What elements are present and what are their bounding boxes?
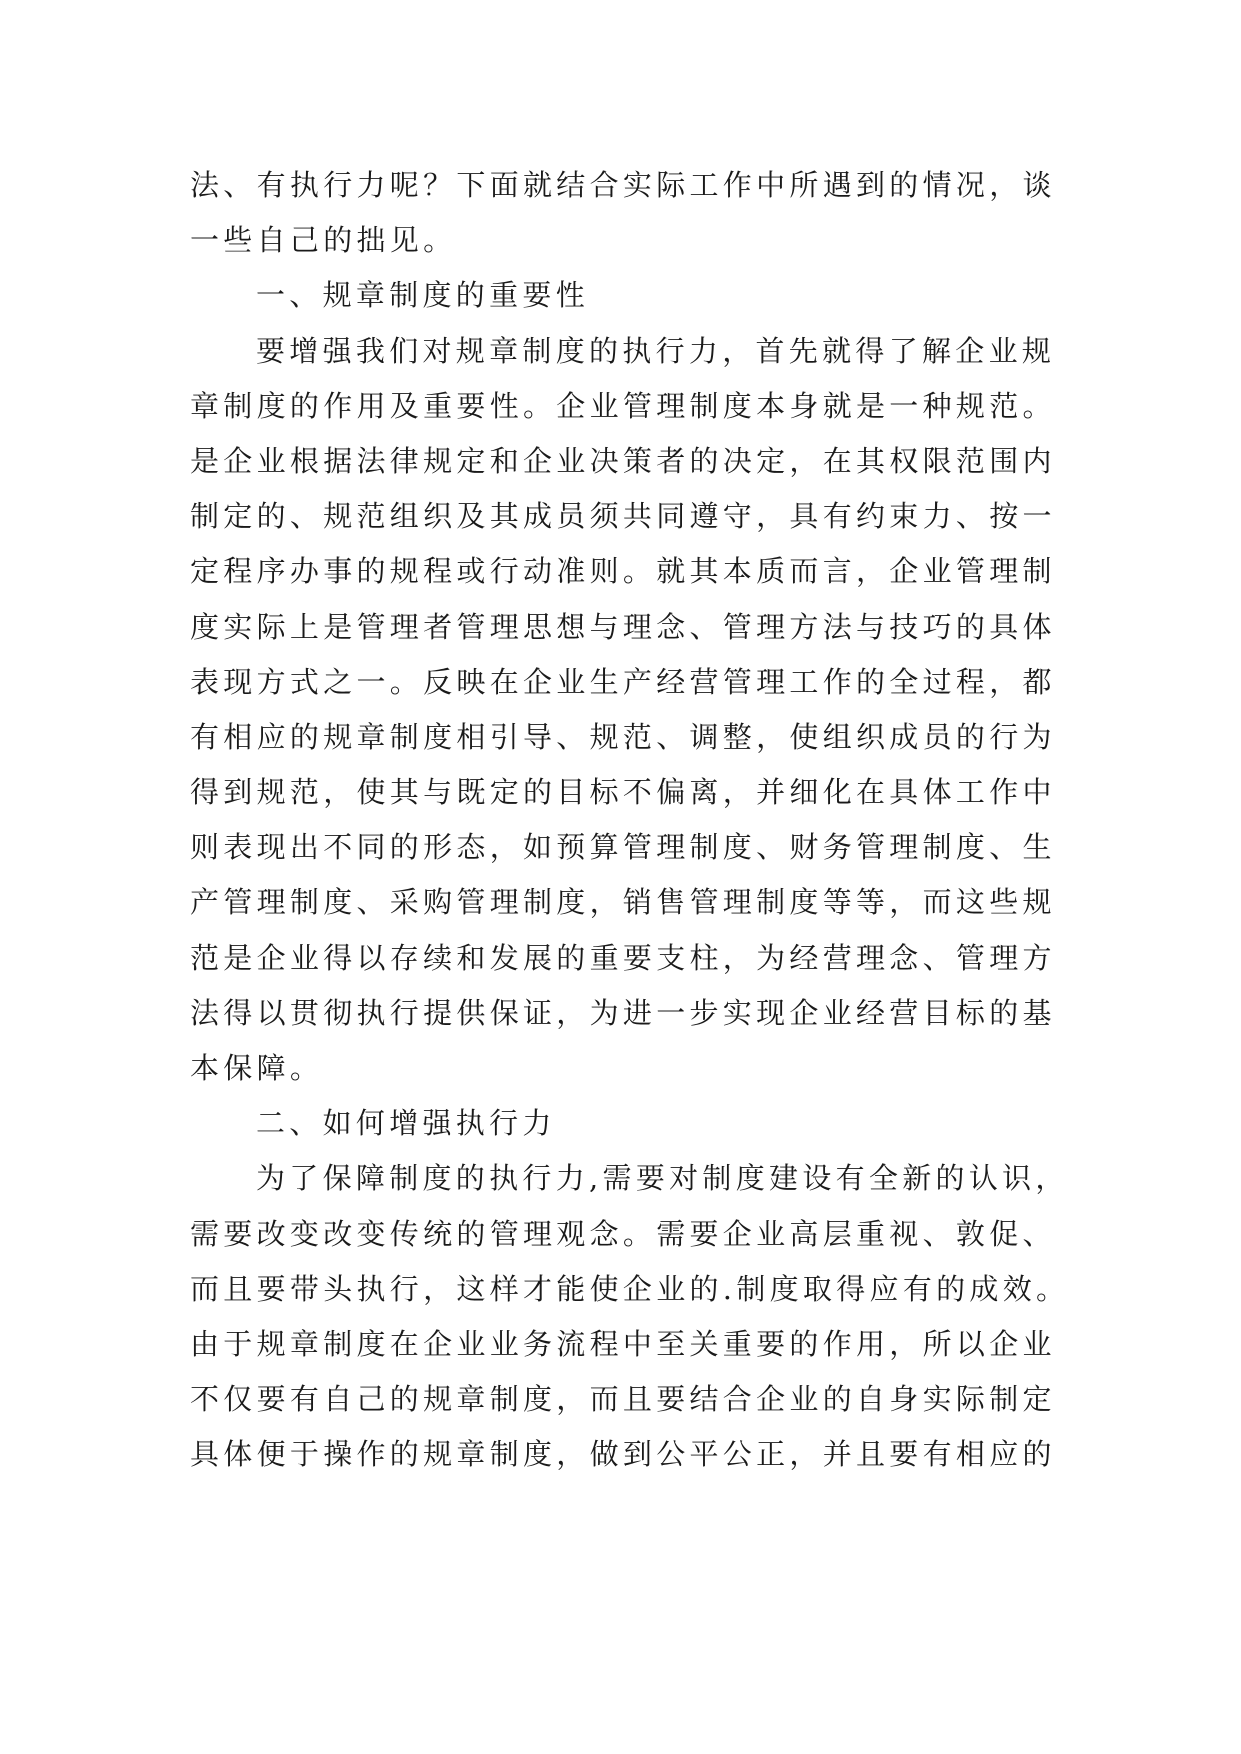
text-line: 一些自己的拙见。 [190, 223, 457, 258]
text-line: 是企业根据法律规定和企业决策者的决定，在其权限范围内 [190, 443, 1056, 478]
text-line: 有相应的规章制度相引导、规范、调整，使组织成员的行为 [190, 719, 1056, 754]
text-line: 而且要带头执行，这样才能使企业的.制度取得应有的成效。 [190, 1271, 1070, 1306]
section-heading-1: 一、规章制度的重要性 [256, 278, 590, 313]
text-line: 产管理制度、采购管理制度，销售管理制度等等，而这些规 [190, 885, 1056, 920]
text-line: 法、有执行力呢？下面就结合实际工作中所遇到的情况，谈 [190, 168, 1056, 202]
text-line: 制定的、规范组织及其成员须共同遵守，具有约束力、按一 [190, 499, 1056, 534]
text-line: 为了保障制度的执行力,需要对制度建设有全新的认识， [256, 1161, 1069, 1196]
text-line: 章制度的作用及重要性。企业管理制度本身就是一种规范。 [190, 388, 1056, 423]
text-line: 法得以贯彻执行提供保证，为进一步实现企业经营目标的基 [190, 995, 1056, 1030]
text-line: 度实际上是管理者管理思想与理念、管理方法与技巧的具体 [190, 609, 1056, 644]
document-body [190, 158, 1070, 1483]
text-line: 具体便于操作的规章制度，做到公平公正，并且要有相应的 [190, 1437, 1056, 1472]
text-line: 由于规章制度在企业业务流程中至关重要的作用，所以企业 [190, 1326, 1056, 1361]
text-line: 不仅要有自己的规章制度，而且要结合企业的自身实际制定 [190, 1382, 1056, 1417]
text-line: 要增强我们对规章制度的执行力，首先就得了解企业规 [256, 333, 1056, 368]
text-line: 范是企业得以存续和发展的重要支柱，为经营理念、管理方 [190, 940, 1056, 975]
text-line: 定程序办事的规程或行动准则。就其本质而言，企业管理制 [190, 554, 1056, 589]
text-line: 得到规范，使其与既定的目标不偏离，并细化在具体工作中 [190, 775, 1056, 810]
text-line: 需要改变改变传统的管理观念。需要企业高层重视、敦促、 [190, 1216, 1056, 1251]
section-heading-2: 二、如何增强执行力 [256, 1106, 556, 1141]
text-line: 本保障。 [190, 1051, 324, 1085]
text-line: 则表现出不同的形态，如预算管理制度、财务管理制度、生 [190, 830, 1056, 865]
text-line: 表现方式之一。反映在企业生产经营管理工作的全过程，都 [190, 664, 1056, 699]
